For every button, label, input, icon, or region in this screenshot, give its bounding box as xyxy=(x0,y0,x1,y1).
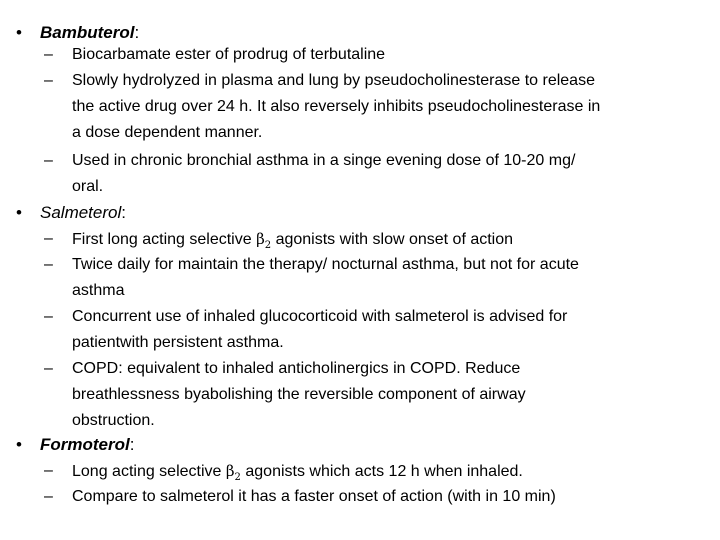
point-text: agonists with slow onset of action xyxy=(271,231,514,248)
drug-name: Bambuterol xyxy=(40,23,135,42)
dash: – xyxy=(44,230,53,247)
point-line: Compare to salmeterol it has a faster onset of action (with in 10 min) xyxy=(72,488,556,505)
point-line: asthma xyxy=(72,282,125,299)
dash: – xyxy=(44,488,53,505)
beta-symbol xyxy=(256,230,272,251)
point-line: obstruction. xyxy=(72,412,155,429)
dash: – xyxy=(44,46,53,63)
greek-letter: β xyxy=(225,462,235,480)
point-line: the active drug over 24 h. It also reversely inhibits pseudocholinesterase in xyxy=(72,98,601,115)
point-line: breathlessness byabolishing the reversible component of airway xyxy=(72,386,526,403)
point-text: First long acting selective xyxy=(72,231,257,248)
drug-heading xyxy=(40,200,126,226)
greek-letter: β xyxy=(256,230,265,248)
point-line: patientwith persistent asthma. xyxy=(72,334,284,351)
beta-subscript: 2 xyxy=(264,240,272,251)
point-line: Biocarbamate ester of prodrug of terbutaline xyxy=(72,46,386,63)
point-line: a dose dependent manner. xyxy=(72,124,263,141)
bullet: • xyxy=(16,203,22,222)
heading-colon: : xyxy=(134,23,140,42)
point-line: Slowly hydrolyzed in plasma and lung by pseudocholinesterase to release xyxy=(72,72,595,89)
dash: – xyxy=(44,462,53,479)
drug-name: Salmeterol xyxy=(40,203,122,222)
dash: – xyxy=(44,152,53,169)
point-text: Long acting selective xyxy=(72,463,226,480)
beta-symbol xyxy=(225,462,241,483)
point-line: Concurrent use of inhaled glucocorticoid with salmeterol is advised for xyxy=(72,308,568,325)
point-line: oral. xyxy=(72,178,104,195)
point-line: Used in chronic bronchial asthma in a singe evening dose of 10-20 mg/ xyxy=(72,152,576,169)
dash: – xyxy=(44,72,53,89)
heading-colon: : xyxy=(129,435,135,454)
drug-name: Formoterol xyxy=(40,435,130,454)
bullet: • xyxy=(16,435,22,454)
bullet: • xyxy=(16,23,22,42)
drug-heading xyxy=(40,432,134,458)
point-text: agonists which acts 12 h when inhaled. xyxy=(240,463,523,480)
dash: – xyxy=(44,308,53,325)
beta-subscript: 2 xyxy=(234,472,241,483)
heading-colon: : xyxy=(121,203,126,222)
point-line: Twice daily for maintain the therapy/ nocturnal asthma, but not for acute xyxy=(72,256,579,273)
point-line: COPD: equivalent to inhaled anticholinergics in COPD. Reduce xyxy=(72,360,521,377)
dash: – xyxy=(44,256,53,273)
dash: – xyxy=(44,360,53,377)
